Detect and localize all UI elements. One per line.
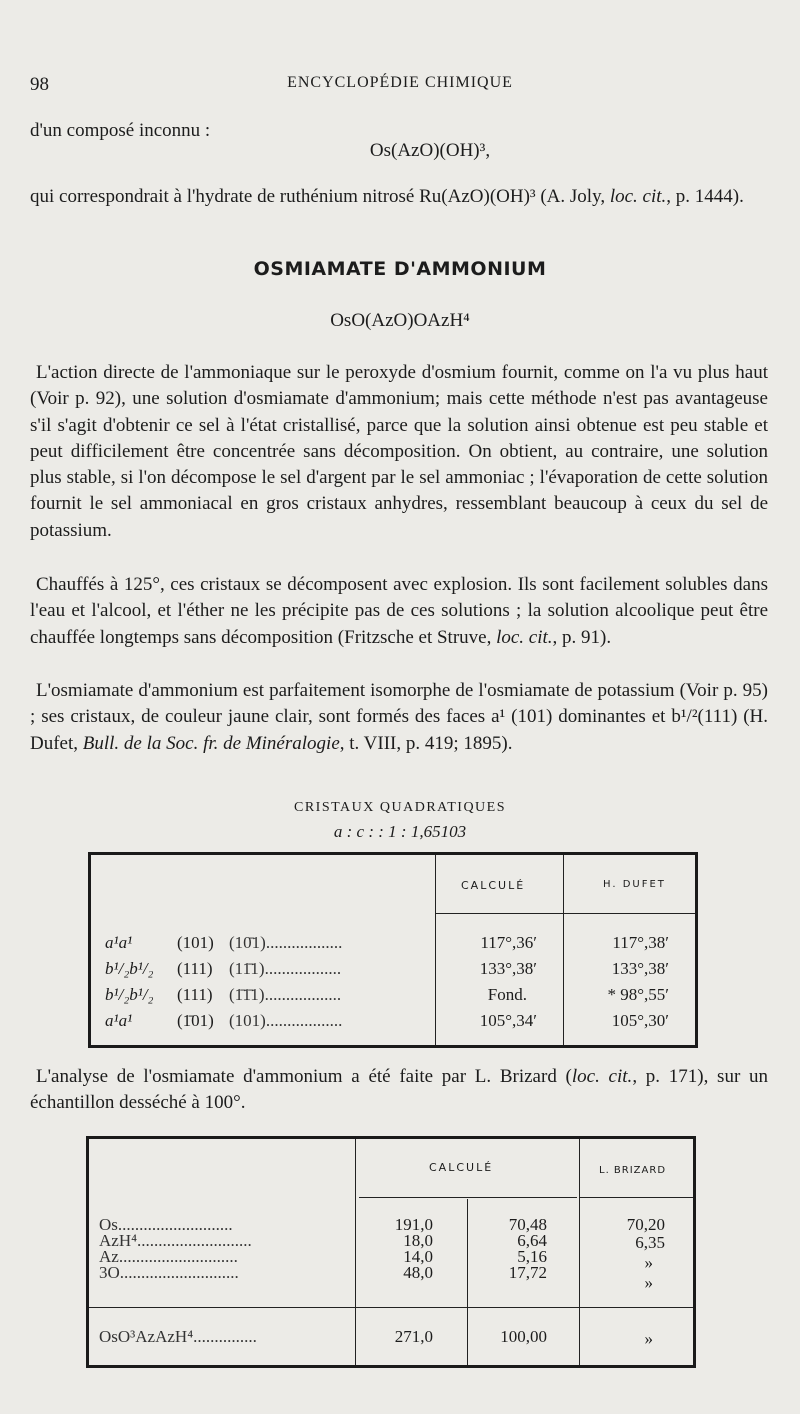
paragraph-3: L'osmiamate d'ammonium est parfaitement isomorphe de l'osmiamate de potassium (Voir p. 95) ; ses cristaux, de couleur jaune clair, sont formés des faces a¹ (101) dominantes et b¹/²(111) (H. Dufet, Bull. de la Soc. fr. de Minéralogie, t. VIII, p. 419; 1895). [30,680,768,754]
section-formula: OsO(AzO)OAzH⁴ [330,310,470,331]
intro-paragraph: qui correspondrait à l'hydrate de ruthénium nitrosé Ru(AzO)(OH)³ (A. Joly, loc. cit., p. 1444). [30,186,744,207]
paragraph-4: L'analyse de l'osmiamate d'ammonium a été faite par L. Brizard (loc. cit., p. 171), sur un échantillon desséché à 100°. [30,1066,768,1114]
crystal-caption: CRISTAUX QUADRATIQUES [294,800,506,815]
analysis-col-brizard: L. BRIZARD [599,1165,667,1176]
crystal-col-dufet: H. DUFET [603,879,666,890]
section-title: OSMIAMATE D'AMMONIUM [253,258,547,280]
crystal-col-calc: CALCULÉ [461,879,526,892]
paragraph-1: L'action directe de l'ammoniaque sur le peroxyde d'osmium fournit, comme on l'a vu plus haut (Voir p. 92), une solution d'osmiamate d'ammonium; mais cette méthode n'est pas avantageuse s'il s'agit d'obtenir ce sel à l'état cristallisé, parce que la solution ainsi obtenue est peu stable et peut difficilement être concentrée sans décomposition. On obtient, au contraire, une solution plus stable, si l'on décompose le sel d'argent par le sel ammoniac ; l'évaporation de cette solution fournit le sel ammoniacal en gros cristaux anhydres, ressemblant beaucoup à ceux du sel de potassium. [30,362,768,541]
page-header [30,74,770,96]
crystal-table: CALCULÉ H. DUFET a¹a¹ (101) (10̄1).................. 117°,36′ 117°,38′ b¹/₂b¹/₂ (111) (11̄1).................. 133°,38′ 133°,38′ b¹/₂b¹/₂ (111) (1̄1̄1).................. Fond. * 98°,55′ a¹a¹ (1̄01) (101).................. 105°,34′ 105°,30′ [88,852,698,1048]
page-number: 98 [30,74,49,95]
analysis-table: CALCULÉ L. BRIZARD Os........................... 191,0 70,48 70,20 AzH⁴........................... 18,0 6,64 6,35 Az............................ 14,0 5,16 » 3O............................ 48,0 17,72 » OsO³AzAzH⁴............... 271,0 100,00 » [86,1136,696,1368]
analysis-col-calc: CALCULÉ [429,1161,494,1174]
running-title: ENCYCLOPÉDIE CHIMIQUE [287,74,513,91]
intro-formula: Os(AzO)(OH)³, [369,140,491,161]
intro-line: d'un composé inconnu : [30,120,211,141]
crystal-axis-ratio: a : c : : 1 : 1,65103 [333,822,467,841]
paragraph-2: Chauffés à 125°, ces cristaux se décomposent avec explosion. Ils sont facilement solubles dans l'eau et l'alcool, et l'éther ne les précipite pas de ces solutions ; la solution alcoolique peut être chauffée longtemps sans décomposition (Fritzsche et Struve, loc. cit., p. 91). [30,574,768,648]
